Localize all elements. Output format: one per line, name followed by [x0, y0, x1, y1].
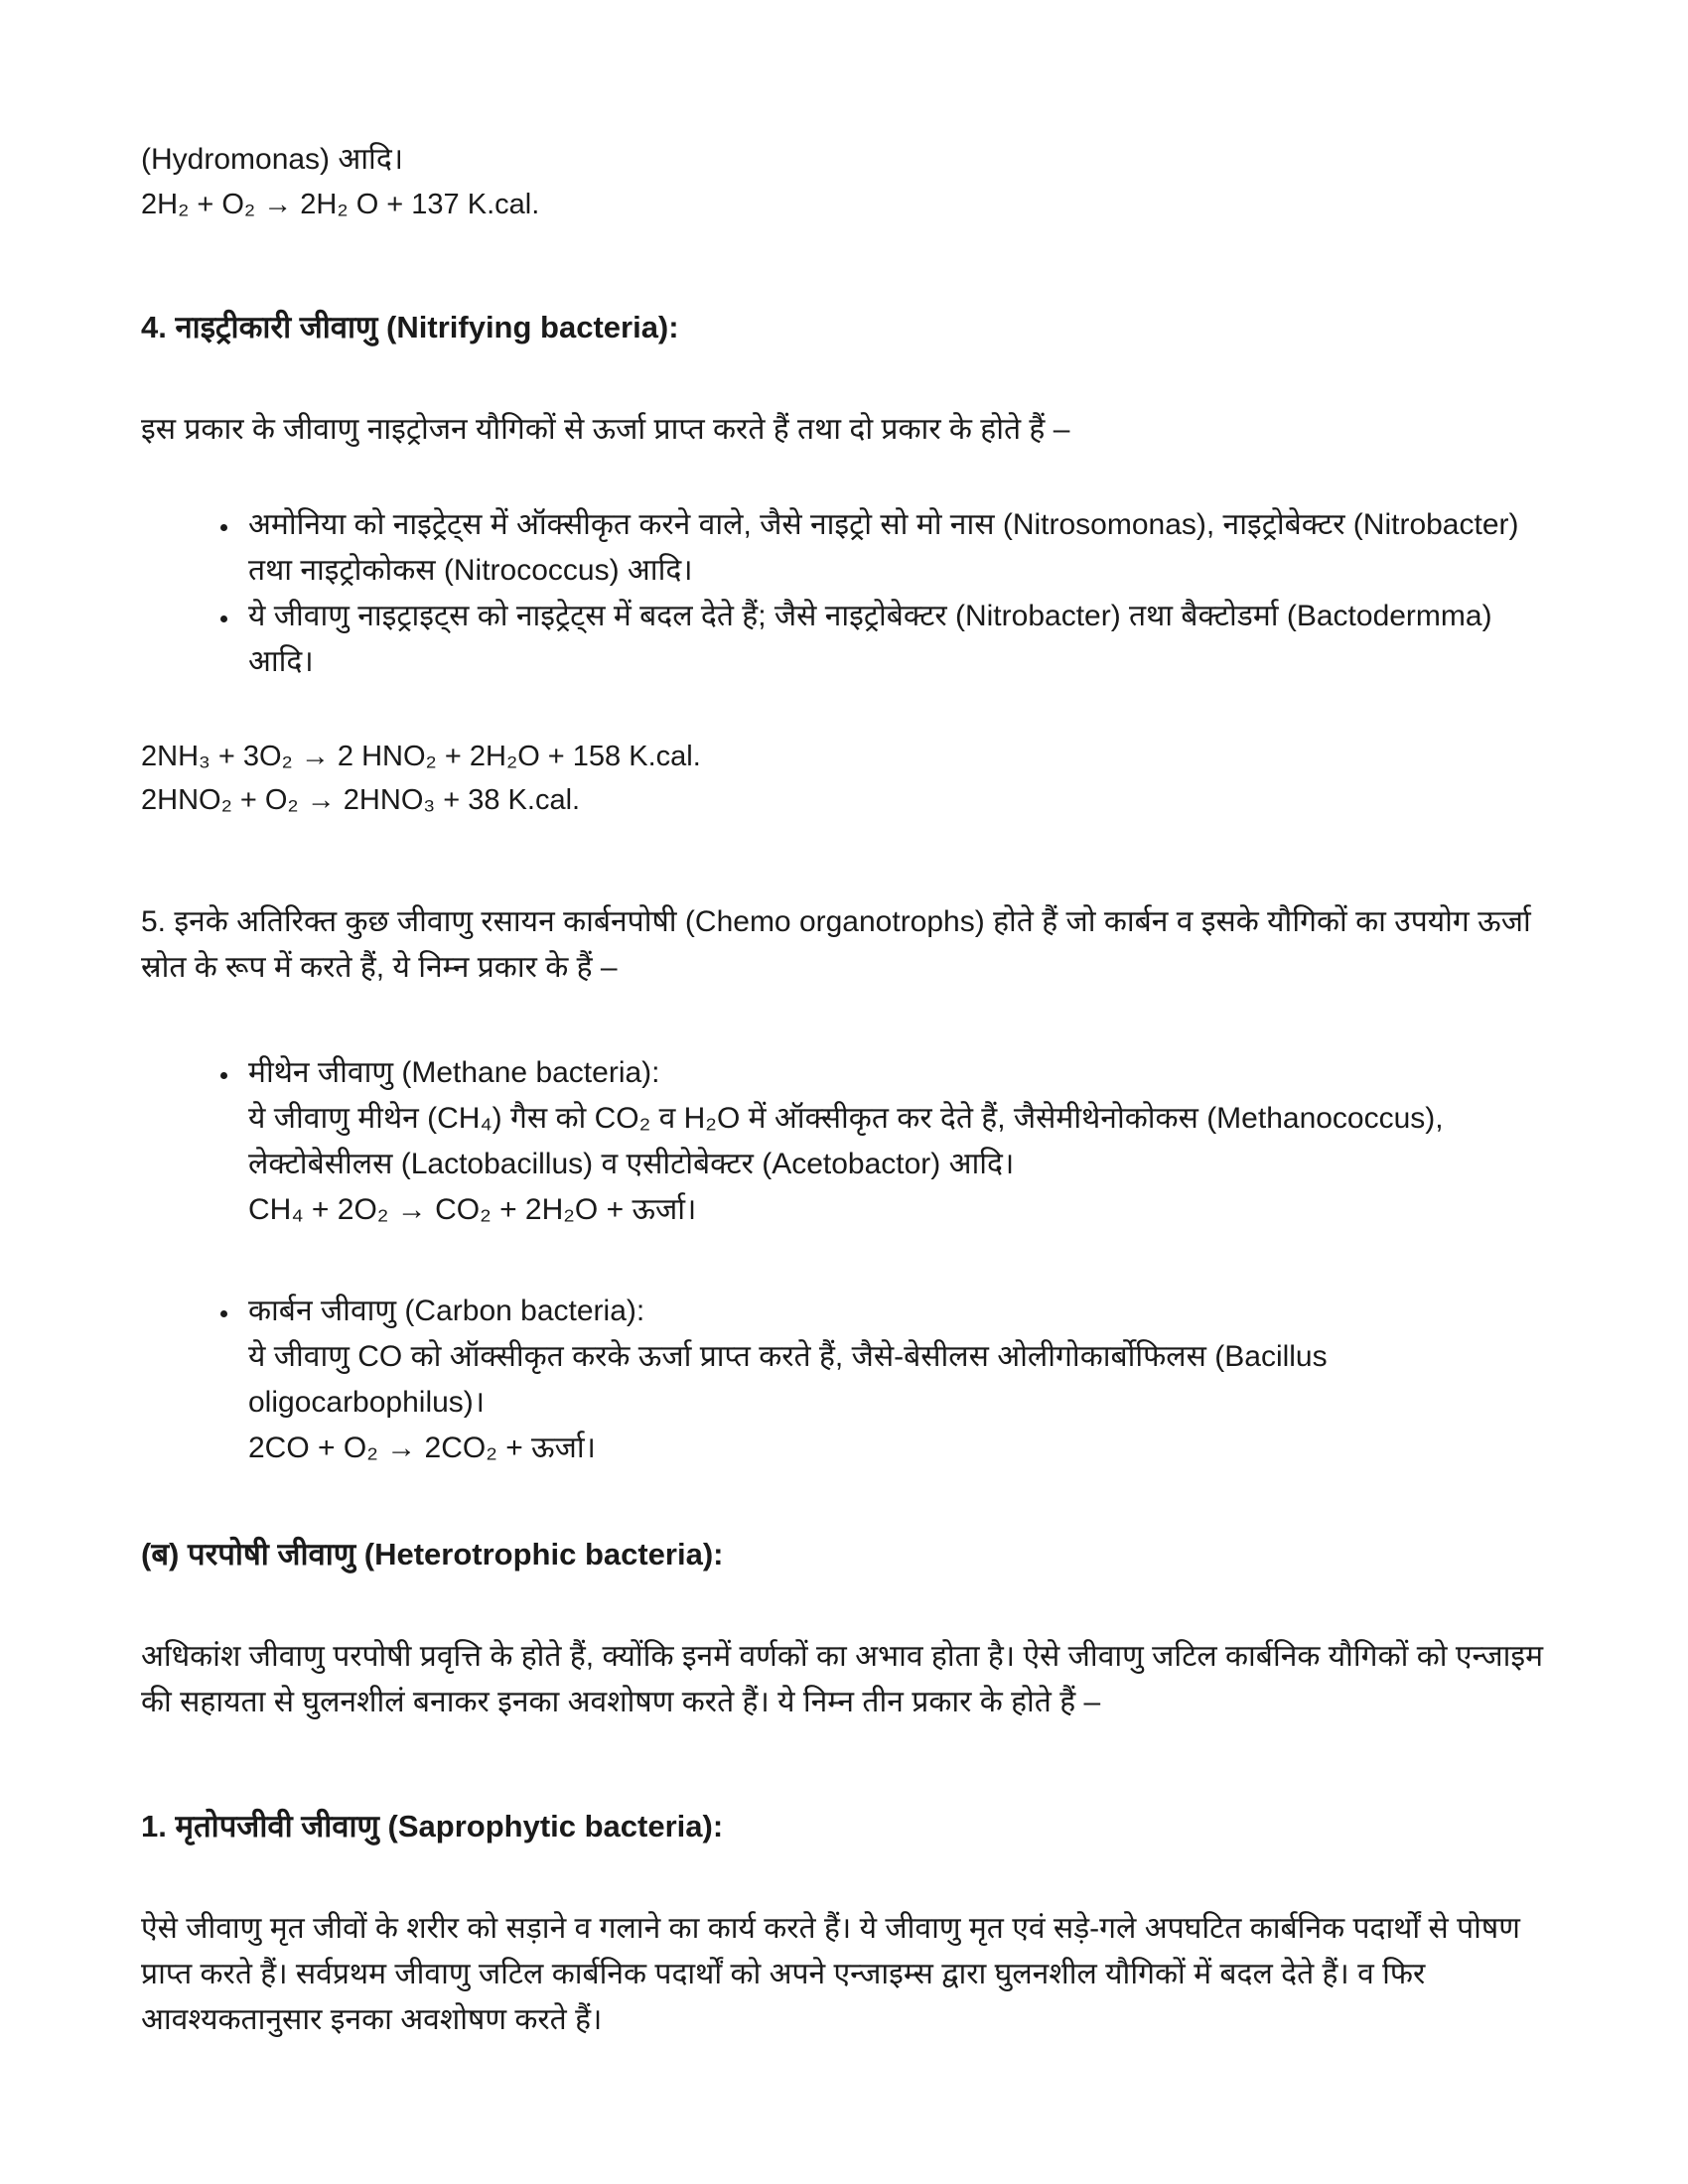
saprophytic-paragraph: ऐसे जीवाणु मृत जीवों के शरीर को सड़ाने व गलाने का कार्य करते हैं। ये जीवाणु मृत एवं सड़े-गले अपघटित कार्बनिक पदार्थों से पोषण प्राप्त करते हैं। सर्वप्रथम जीवाणु जटिल कार्बनिक पदार्थों को अपने एन्जाइम्स द्वारा घुलनशील यौगिकों में बदल देते हैं। व फिर आवश्यकतानुसार इनका अवशोषण करते हैं। — [141, 1912, 1520, 2036]
carbon-bacteria-body: ये जीवाणु CO को ऑक्सीकृत करके ऊर्जा प्राप्त करते हैं, जैसे-बेसीलस ओलीगोकार्बोफिलस (Bacillus oligocarbophilus)। — [248, 1340, 1328, 1419]
ammonia-equation: 2NH₃ + 3O₂ → 2 HNO₂ + 2H₂O + 158 K.cal. — [141, 741, 701, 772]
nitrous-acid-equation: 2HNO₂ + O₂ → 2HNO₃ + 38 K.cal. — [141, 784, 581, 816]
methane-equation: CH₄ + 2O₂ → CO₂ + 2H₂O + ऊर्जा। — [248, 1193, 697, 1226]
nitrifying-equations-block — [141, 735, 1549, 822]
methane-bacteria-title: • मीथेन जीवाणु (Methane bacteria): — [248, 1056, 660, 1089]
carbon-bacteria-title: • कार्बन जीवाणु (Carbon bacteria): — [248, 1295, 645, 1327]
hydrogen-equation: 2H₂ + O₂ → 2H₂ O + 137 K.cal. — [141, 189, 540, 220]
heterotrophic-paragraph: अधिकांश जीवाणु परपोषी प्रवृत्ति के होते हैं, क्योंकि इनमें वर्णकों का अभाव होता है। ऐसे जीवाणु जटिल कार्बनिक यौगिकों को एन्जाइम की सहायता से घुलनशीलं बनाकर इनका अवशोषण करते हैं। ये निम्न तीन प्रकार के होते हैं – — [141, 1640, 1544, 1718]
list-item: • अमोनिया को नाइट्रेट्स में ऑक्सीकृत करने वाले, जैसे नाइट्रो सो मो नास (Nitrosomonas), नाइट्रोबेक्टर (Nitrobacter) तथा नाइट्रोकोकस (Nitrococcus) आदि। — [240, 502, 1549, 594]
heading-nitrifying-bacteria: 4. नाइट्रीकारी जीवाणु (Nitrifying bacteria): — [141, 310, 679, 344]
hydromonas-block — [141, 137, 1549, 226]
list-item-methane-bacteria — [240, 1050, 1549, 1233]
list-item: • ये जीवाणु नाइट्राइट्स को नाइट्रेट्स में बदल देते हैं; जैसे नाइट्रोबेक्टर (Nitrobacter) तथा बैक्टोडर्मा (Bactodermma) आदि। — [240, 594, 1549, 685]
hydromonas-line: (Hydromonas) आदि। — [141, 143, 404, 176]
organotrophs-bullet-list — [141, 1050, 1549, 1471]
chemo-organotrophs-paragraph: 5. इनके अतिरिक्त कुछ जीवाणु रसायन कार्बनपोषी (Chemo organotrophs) होते हैं जो कार्बन व इसके यौगिकों का उपयोग ऊर्जा स्रोत के रूप में करते हैं, ये निम्न प्रकार के हैं – — [141, 905, 1531, 984]
methane-bacteria-body: ये जीवाणु मीथेन (CH₄) गैस को CO₂ व H₂O में ऑक्सीकृत कर देते हैं, जैसेमीथेनोकोकस (Methanococcus), लेक्टोबेसीलस (Lactobacillus) व एसीटोबेक्टर (Acetobactor) आदि। — [248, 1102, 1444, 1180]
heading-saprophytic-bacteria: 1. मृतोपजीवी जीवाणु (Saprophytic bacteria): — [141, 1809, 724, 1843]
nitrifying-intro-paragraph: इस प्रकार के जीवाणु नाइट्रोजन यौगिकों से ऊर्जा प्राप्त करते हैं तथा दो प्रकार के होते हैं – — [141, 413, 1070, 446]
nitrifying-bullet-list — [141, 502, 1549, 685]
list-item-carbon-bacteria — [240, 1289, 1549, 1471]
heading-heterotrophic-bacteria: (ब) परपोषी जीवाणु (Heterotrophic bacteria): — [141, 1537, 724, 1571]
carbon-monoxide-equation: 2CO + O₂ → 2CO₂ + ऊर्जा। — [248, 1432, 596, 1464]
